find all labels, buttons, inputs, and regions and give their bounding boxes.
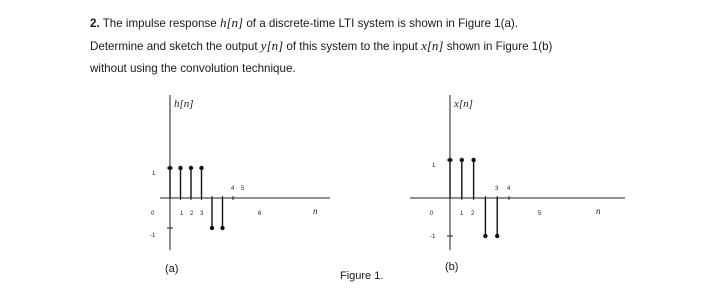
figure-b-tick-2: 2 [471, 211, 475, 217]
figure-a-xlabel: n [313, 206, 318, 216]
figure-a-ytick-pos: 1 [152, 171, 156, 177]
figure-b-tick-0: 0 [430, 211, 434, 217]
figure-a-tick-2: 2 [190, 211, 194, 217]
figure-b-stem-point [460, 158, 464, 162]
figure-a-ylabel: h[n] [174, 98, 194, 110]
figure-b [410, 95, 625, 273]
figure-a-tick-0: 0 [151, 211, 155, 217]
figure-b-ytick-neg: -1 [430, 234, 436, 240]
figure-a-stem-point [189, 166, 193, 170]
figure-a-tick-3: 3 [200, 211, 204, 217]
problem-line-3: without using the convolution technique. [90, 62, 296, 75]
figure-a-tick-6: 6 [258, 211, 262, 217]
signal-x: x[n] [421, 38, 444, 53]
figure-b-stem-point [448, 158, 452, 162]
figure-b-tick-5: 5 [538, 211, 542, 217]
figure-b-tick-4: 4 [507, 186, 511, 192]
figure-b-ylabel: x[n] [454, 98, 473, 110]
figure-a-stem-point [199, 166, 203, 170]
signal-y: y[n] [260, 38, 284, 53]
figure-a-stem-point [220, 226, 224, 230]
figure-a-tick-4: 4 [231, 186, 235, 192]
figure-caption: Figure 1. [340, 270, 384, 282]
figure-b-stem-point [471, 158, 475, 162]
problem-line-1: 2. The impulse response h[n] of a discrete-time LTI system is shown in Figure 1(a). [90, 15, 519, 30]
figure-a-tick-1: 1 [180, 211, 184, 217]
figure-a-caption: (a) [165, 263, 179, 275]
figure-a-stem-point [210, 226, 214, 230]
problem-number: 2. [90, 17, 100, 30]
figure-b-xlabel: n [596, 206, 601, 216]
figure-b-ytick-pos: 1 [432, 163, 436, 169]
figure-b-tick-3: 3 [495, 186, 499, 192]
figure-b-caption: (b) [445, 261, 459, 273]
figure-b-tick-1: 1 [460, 211, 464, 217]
figure-a-stem-point [178, 166, 182, 170]
signal-h: h[n] [219, 15, 244, 30]
figure-b-stem-point [495, 234, 499, 238]
figure-a-ytick-neg: -1 [150, 233, 156, 239]
figure-a [150, 95, 330, 275]
figure-b-stem-point [483, 234, 487, 238]
figure-a-stem-point [168, 166, 172, 170]
problem-line-2: Determine and sketch the output y[n] of this system to the input x[n] shown in Figure 1(b) [90, 38, 553, 53]
figure-a-tick-5: 5 [241, 186, 245, 192]
